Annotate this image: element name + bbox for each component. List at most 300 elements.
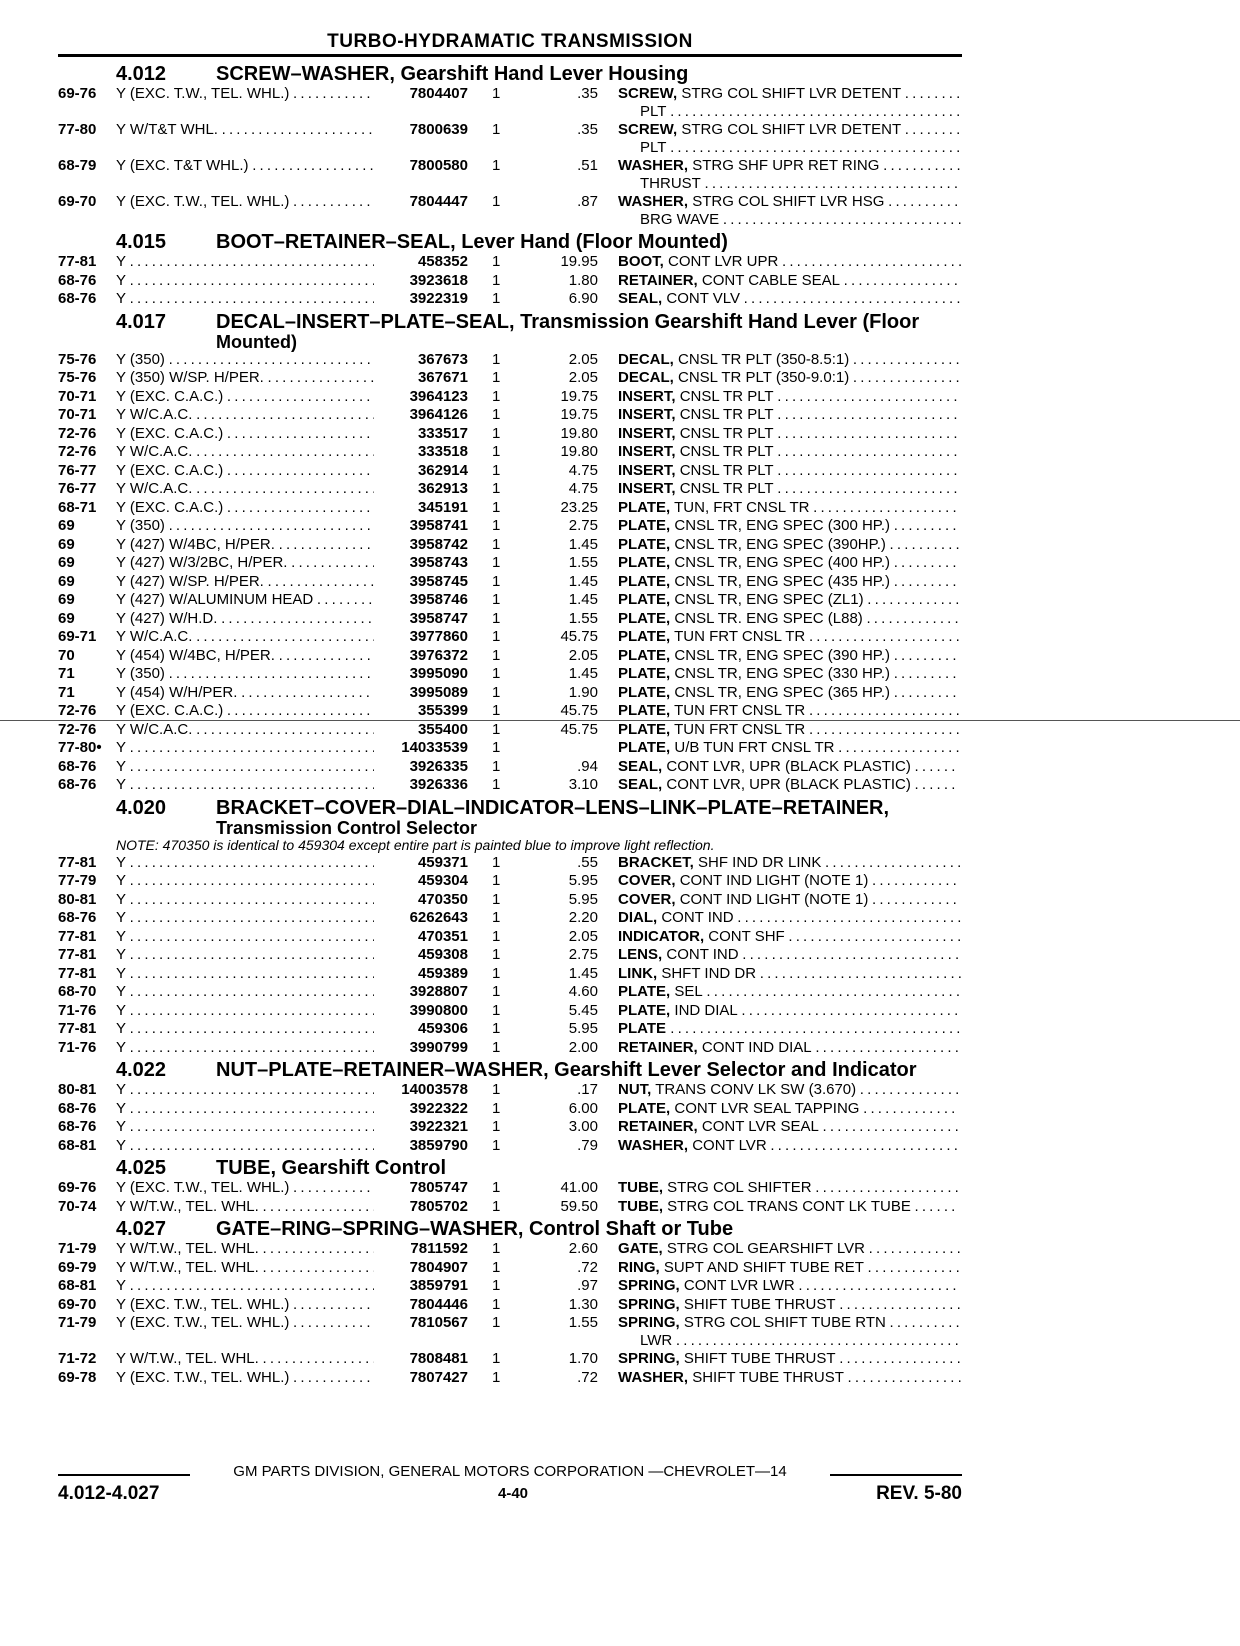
application: Y (350) . . .	[116, 351, 374, 370]
section-heading	[58, 1218, 962, 1240]
part-detail: CONT VLV	[666, 290, 740, 307]
part-number: 7800580	[409, 157, 468, 174]
description-line	[618, 1240, 962, 1258]
description-line	[618, 591, 962, 609]
part-number: 7807427	[409, 1368, 468, 1386]
price: 19.80	[560, 424, 598, 442]
part-detail: CNSL TR, ENG SPEC (300 HP.)	[674, 517, 891, 534]
part-description	[618, 193, 962, 229]
quantity: 1	[492, 1314, 501, 1331]
section-title: NUT–PLATE–RETAINER–WASHER, Gearshift Lever Selector and Indicator	[216, 1059, 917, 1081]
price: 2.75	[568, 517, 598, 534]
quantity: 1	[492, 406, 501, 423]
model-years: 70-74	[58, 1197, 97, 1215]
part-detail: CONT IND LIGHT (NOTE 1)	[679, 890, 869, 908]
application: Y W/T.W., TEL. WHL. . . .	[116, 1198, 374, 1217]
part-description	[618, 1100, 962, 1118]
description-line	[618, 388, 962, 406]
part-detail: SHIFT TUBE THRUST	[683, 1350, 836, 1367]
part-name: PLATE,	[618, 591, 671, 608]
part-detail: CNSL TR, ENG SPEC (435 HP.)	[674, 572, 891, 590]
part-name: SPRING,	[618, 1350, 680, 1367]
model-years: 68-76	[58, 1099, 97, 1117]
part-name: WASHER,	[618, 1368, 689, 1386]
description-line	[618, 443, 962, 461]
part-number: 3995089	[409, 683, 468, 701]
part-number: 3977860	[409, 628, 468, 645]
part-detail: IND DIAL	[674, 1001, 738, 1019]
model-years: 69-71	[58, 628, 97, 645]
description-line	[618, 665, 962, 683]
model-years: 71-76	[58, 1001, 97, 1019]
part-number: 14003578	[401, 1081, 468, 1098]
model-years: 69	[58, 554, 75, 571]
part-row	[58, 684, 962, 703]
part-row	[58, 665, 962, 684]
description-continued: BRG WAVE . . .	[618, 211, 962, 229]
quantity: 1	[492, 1081, 501, 1098]
part-row	[58, 721, 962, 740]
quantity: 1	[492, 1099, 501, 1117]
model-years: 69	[58, 517, 75, 534]
part-detail: CONT LVR	[692, 1136, 767, 1154]
application: Y W/C.A.C. . . .	[116, 406, 374, 425]
description-line	[618, 536, 962, 554]
part-number: 345191	[417, 498, 468, 516]
part-description	[618, 1314, 962, 1350]
part-detail: SHIFT TUBE THRUST	[692, 1368, 844, 1386]
part-number: 458352	[417, 253, 468, 270]
part-description	[618, 1198, 962, 1216]
part-row	[58, 369, 962, 388]
part-description	[618, 1179, 962, 1197]
part-detail: SHIFT TUBE THRUST	[683, 1295, 836, 1313]
section-title: TUBE, Gearshift Control	[216, 1157, 447, 1179]
part-row	[58, 517, 962, 536]
quantity: 1	[492, 702, 501, 719]
description-line	[618, 684, 962, 702]
description-line	[618, 983, 962, 1001]
description-line	[618, 272, 962, 290]
part-row	[58, 702, 962, 721]
part-number: 367671	[417, 369, 468, 386]
part-row	[58, 85, 962, 121]
page-title: TURBO-HYDRAMATIC TRANSMISSION	[327, 31, 693, 52]
part-name: SEAL,	[618, 290, 663, 307]
part-description	[618, 946, 962, 964]
part-description	[618, 1002, 962, 1020]
model-years: 70-71	[58, 406, 97, 423]
model-years: 69-70	[58, 1295, 97, 1313]
application: Y . . .	[116, 891, 374, 910]
description-line	[618, 193, 962, 211]
part-number: 362914	[417, 461, 468, 479]
part-description	[618, 628, 962, 646]
quantity: 1	[492, 964, 501, 982]
part-row	[58, 1314, 962, 1350]
quantity: 1	[492, 665, 501, 682]
part-detail: STRG COL SHIFT TUBE RTN	[683, 1314, 886, 1331]
quantity: 1	[492, 1277, 501, 1294]
part-description	[618, 983, 962, 1001]
price: 2.05	[568, 369, 598, 386]
part-description	[618, 721, 962, 739]
description-line	[618, 1296, 962, 1314]
part-description	[618, 758, 962, 776]
part-description	[618, 85, 962, 121]
part-row	[58, 1100, 962, 1119]
model-years: 77-81	[58, 927, 97, 945]
part-description	[618, 406, 962, 424]
price: 2.00	[568, 1038, 598, 1056]
application: Y . . .	[116, 1118, 374, 1137]
part-description	[618, 776, 962, 794]
application: Y . . .	[116, 928, 374, 947]
footer-page-number: 4-40	[498, 1485, 529, 1502]
quantity: 1	[492, 498, 501, 516]
description-line	[618, 1137, 962, 1155]
part-description	[618, 1118, 962, 1136]
part-row	[58, 157, 962, 193]
part-name: TUBE,	[618, 1197, 663, 1215]
part-name: TUBE,	[618, 1179, 663, 1196]
model-years: 76-77	[58, 480, 97, 497]
section-title: BRACKET–COVER–DIAL–INDICATOR–LENS–LINK–PLATE–RETAINER,	[216, 796, 890, 819]
part-number: 470350	[417, 890, 468, 908]
quantity: 1	[492, 290, 501, 307]
price: .97	[577, 1277, 598, 1294]
part-detail: CNSL TR, ENG SPEC (ZL1)	[674, 591, 864, 608]
description-continued: PLT . . .	[618, 103, 962, 121]
parts-list	[58, 351, 962, 795]
parts-list	[58, 1179, 962, 1216]
description-line	[618, 157, 962, 175]
sections-container	[58, 63, 962, 1387]
part-detail: TUN FRT CNSL TR	[674, 702, 806, 719]
application: Y . . .	[116, 253, 374, 272]
model-years: 68-76	[58, 909, 97, 926]
part-description	[618, 928, 962, 946]
part-description	[618, 665, 962, 683]
price: 5.95	[568, 890, 598, 908]
model-years: 68-79	[58, 157, 97, 174]
part-name: WASHER,	[618, 157, 689, 174]
part-number: 3995090	[409, 665, 468, 682]
description-line	[618, 290, 962, 308]
part-description	[618, 872, 962, 890]
model-years: 77-81	[58, 946, 97, 963]
part-row	[58, 573, 962, 592]
price: 1.55	[568, 609, 598, 627]
quantity: 1	[492, 271, 501, 289]
model-years: 72-76	[58, 702, 97, 719]
part-number: 3926335	[409, 757, 468, 775]
parts-list	[58, 1081, 962, 1155]
part-name: COVER,	[618, 872, 676, 889]
part-row	[58, 1179, 962, 1198]
application: Y . . .	[116, 1081, 374, 1100]
part-number: 7805702	[409, 1197, 468, 1215]
price: .79	[577, 1136, 598, 1154]
model-years: 71-79	[58, 1240, 97, 1257]
part-description	[618, 388, 962, 406]
description-line	[618, 1081, 962, 1099]
quantity: 1	[492, 1118, 501, 1135]
description-continued: PLT . . .	[618, 139, 962, 157]
quantity: 1	[492, 853, 501, 871]
price: 59.50	[560, 1197, 598, 1215]
quantity: 1	[492, 554, 501, 571]
part-number: 7804447	[409, 193, 468, 210]
application: Y W/T.W., TEL. WHL. . . .	[116, 1259, 374, 1278]
part-detail: TUN FRT CNSL TR	[674, 720, 806, 738]
description-line	[618, 1002, 962, 1020]
price: 45.75	[560, 702, 598, 719]
part-description	[618, 480, 962, 498]
description-line	[618, 1198, 962, 1216]
price: 1.45	[568, 964, 598, 982]
part-detail: CNSL TR, ENG SPEC (390HP.)	[674, 535, 886, 553]
price: 1.45	[568, 572, 598, 590]
quantity: 1	[492, 646, 501, 664]
part-description	[618, 1137, 962, 1155]
quantity: 1	[492, 983, 501, 1000]
part-detail: CNSL TR, ENG SPEC (330 HP.)	[674, 665, 891, 682]
description-line	[618, 499, 962, 517]
part-name: INDICATOR,	[618, 927, 705, 945]
part-name: PLATE,	[618, 628, 671, 645]
section-heading	[58, 797, 962, 837]
part-row	[58, 499, 962, 518]
part-number: 6262643	[409, 909, 468, 926]
application: Y W/C.A.C. . . .	[116, 721, 374, 740]
footer-publisher: GM PARTS DIVISION, GENERAL MOTORS CORPORATION —CHEVROLET—14	[233, 1463, 787, 1480]
description-line	[618, 946, 962, 964]
application: Y (454) W/4BC, H/PER. . . .	[116, 647, 374, 666]
part-row	[58, 758, 962, 777]
section-number: 4.027	[116, 1218, 167, 1240]
application: Y (350) . . .	[116, 665, 374, 684]
description-line	[618, 702, 962, 720]
part-description	[618, 702, 962, 720]
section-title: GATE–RING–SPRING–WASHER, Control Shaft or Tube	[216, 1218, 734, 1240]
part-name: RETAINER,	[618, 271, 698, 289]
part-number: 7804407	[409, 85, 468, 102]
part-detail: STRG COL SHIFTER	[667, 1179, 812, 1196]
part-number: 3958743	[409, 554, 468, 571]
price: 3.10	[568, 776, 598, 793]
part-number: 7805747	[409, 1179, 468, 1196]
part-row	[58, 946, 962, 965]
application: Y W/T.W., TEL. WHL. . . .	[116, 1350, 374, 1369]
part-number: 355399	[417, 702, 468, 719]
price: 1.45	[568, 665, 598, 682]
quantity: 1	[492, 1368, 501, 1386]
section-title: BOOT–RETAINER–SEAL, Lever Hand (Floor Mounted)	[216, 231, 728, 253]
application: Y W/T.W., TEL. WHL. . . .	[116, 1240, 374, 1259]
quantity: 1	[492, 872, 501, 889]
part-description	[618, 369, 962, 387]
price: .17	[577, 1081, 598, 1098]
part-number: 3964123	[409, 387, 468, 405]
description-line	[618, 480, 962, 498]
part-number: 7808481	[409, 1350, 468, 1367]
part-description	[618, 1350, 962, 1368]
application: Y (EXC. C.A.C.) . . .	[116, 388, 374, 407]
model-years: 75-76	[58, 350, 97, 368]
part-name: PLATE,	[618, 1001, 671, 1019]
application: Y (350) . . .	[116, 517, 374, 536]
description-continued: THRUST . . .	[618, 175, 962, 193]
part-name: PLATE,	[618, 646, 671, 664]
model-years: 72-76	[58, 720, 97, 738]
part-name: PLATE,	[618, 572, 671, 590]
description-line	[618, 369, 962, 387]
price: 23.25	[560, 498, 598, 516]
part-row	[58, 983, 962, 1002]
part-description	[618, 253, 962, 271]
part-name: RETAINER,	[618, 1118, 698, 1135]
part-name: DECAL,	[618, 369, 674, 386]
part-number: 3964126	[409, 406, 468, 423]
part-row	[58, 610, 962, 629]
part-detail: CNSL TR. ENG SPEC (L88)	[674, 609, 863, 627]
quantity: 1	[492, 443, 501, 460]
part-row	[58, 891, 962, 910]
part-number: 3958741	[409, 517, 468, 534]
part-detail: TUN FRT CNSL TR	[674, 628, 806, 645]
part-name: PLATE,	[618, 609, 671, 627]
description-line	[618, 872, 962, 890]
application: Y (EXC. C.A.C.) . . .	[116, 499, 374, 518]
quantity: 1	[492, 1001, 501, 1019]
catalog-page	[58, 30, 962, 1389]
description-line	[618, 406, 962, 424]
part-name: SEAL,	[618, 776, 663, 793]
quantity: 1	[492, 193, 501, 210]
quantity: 1	[492, 480, 501, 497]
part-description	[618, 891, 962, 909]
part-detail: CONT IND LIGHT (NOTE 1)	[679, 872, 869, 889]
price: 2.05	[568, 927, 598, 945]
quantity: 1	[492, 535, 501, 553]
description-line	[618, 965, 962, 983]
quantity: 1	[492, 739, 501, 756]
description-line	[618, 425, 962, 443]
part-name: RING,	[618, 1258, 660, 1276]
model-years: 69	[58, 609, 75, 627]
section-number: 4.025	[116, 1157, 167, 1179]
part-row	[58, 1259, 962, 1278]
part-name: SPRING,	[618, 1295, 680, 1313]
part-description	[618, 351, 962, 369]
part-name: SPRING,	[618, 1314, 680, 1331]
part-number: 3990800	[409, 1001, 468, 1019]
application: Y (EXC. T.W., TEL. WHL.) . . .	[116, 1314, 374, 1333]
description-line	[618, 721, 962, 739]
part-row	[58, 628, 962, 647]
application: Y . . .	[116, 739, 374, 758]
part-name: SCREW,	[618, 85, 678, 102]
part-number: 3923618	[409, 271, 468, 289]
part-row	[58, 1296, 962, 1315]
price: 2.05	[568, 350, 598, 368]
part-detail: CNSL TR PLT	[679, 424, 774, 442]
application: Y . . .	[116, 909, 374, 928]
part-name: PLATE,	[618, 702, 671, 719]
quantity: 1	[492, 757, 501, 775]
description-line	[618, 739, 962, 757]
part-number: 3922322	[409, 1099, 468, 1117]
part-number: 333517	[417, 424, 468, 442]
part-row	[58, 1002, 962, 1021]
model-years: 77-81	[58, 1020, 97, 1037]
parts-list	[58, 1240, 962, 1387]
description-line	[618, 1100, 962, 1118]
part-name: WASHER,	[618, 1136, 689, 1154]
description-line	[618, 253, 962, 271]
application: Y . . .	[116, 290, 374, 309]
application: Y . . .	[116, 1137, 374, 1156]
part-detail: CNSL TR, ENG SPEC (365 HP.)	[674, 683, 891, 701]
part-name: NUT,	[618, 1081, 652, 1098]
model-years: 68-76	[58, 290, 97, 307]
price: 5.45	[568, 1001, 598, 1019]
section-heading	[58, 231, 962, 253]
part-description	[618, 1240, 962, 1258]
part-detail: CNSL TR PLT	[679, 480, 774, 497]
section-number: 4.017	[116, 310, 167, 333]
description-line	[618, 121, 962, 139]
model-years: 77-80•	[58, 739, 102, 756]
description-line	[618, 1369, 962, 1387]
part-number: 459389	[417, 964, 468, 982]
part-description	[618, 554, 962, 572]
description-line	[618, 1259, 962, 1277]
part-row	[58, 1240, 962, 1259]
description-line	[618, 610, 962, 628]
price: 4.60	[568, 983, 598, 1000]
price: 19.75	[560, 406, 598, 423]
part-detail: STRG SHF UPR RET RING	[692, 157, 880, 174]
application: Y . . .	[116, 965, 374, 984]
part-detail: STRG COL SHIFT LVR DETENT	[681, 85, 902, 102]
part-detail: CONT IND	[661, 909, 734, 926]
model-years: 69-76	[58, 85, 97, 102]
quantity: 1	[492, 1038, 501, 1056]
price: 3.00	[568, 1118, 598, 1135]
part-name: PLATE,	[618, 683, 671, 701]
price: 41.00	[560, 1179, 598, 1196]
part-description	[618, 1259, 962, 1277]
part-description	[618, 1277, 962, 1295]
part-row	[58, 1277, 962, 1296]
quantity: 1	[492, 517, 501, 534]
part-description	[618, 854, 962, 872]
price: 45.75	[560, 628, 598, 645]
application: Y W/C.A.C. . . .	[116, 443, 374, 462]
application: Y W/C.A.C. . . .	[116, 628, 374, 647]
part-description	[618, 425, 962, 443]
description-line	[618, 854, 962, 872]
quantity: 1	[492, 121, 501, 138]
part-detail: SUPT AND SHIFT TUBE RET	[663, 1258, 864, 1276]
part-detail: STRG COL SHIFT LVR HSG	[692, 193, 885, 210]
part-detail: SHFT IND DR	[661, 964, 757, 982]
price: 1.30	[568, 1295, 598, 1313]
part-detail: CNSL TR PLT (350-9.0:1)	[678, 369, 850, 386]
part-description	[618, 121, 962, 157]
